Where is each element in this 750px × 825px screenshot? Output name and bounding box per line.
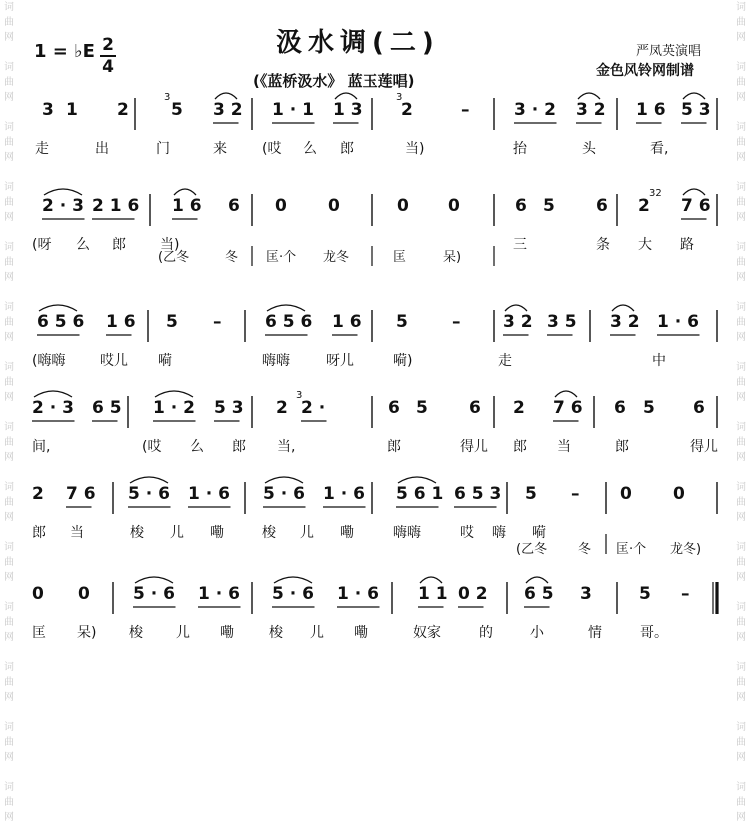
lyric: 当): [160, 237, 180, 253]
note: 5: [416, 398, 428, 418]
note: 1 3: [333, 100, 363, 120]
note: 0: [397, 196, 409, 216]
note: 2: [32, 484, 44, 504]
lyric: (呀: [32, 237, 52, 253]
lyric: (哎: [142, 439, 162, 455]
slur: [267, 305, 305, 311]
note: 6: [469, 398, 481, 418]
slur: [34, 391, 72, 397]
slur: [526, 577, 548, 583]
note: 6: [228, 196, 240, 216]
note: 1 6: [172, 196, 202, 216]
note: 5: [643, 398, 655, 418]
lyric: 儿: [176, 625, 190, 641]
lyric: 儿: [310, 625, 324, 641]
arranger-credit: 金色风铃网制谱: [596, 63, 694, 79]
lyric: 嗨嗨: [393, 525, 421, 541]
note: 3 2: [576, 100, 606, 120]
note: 1 6: [332, 312, 362, 332]
note: 6 5 3: [454, 484, 502, 504]
note: 6: [614, 398, 626, 418]
percussion-syllable: (乙冬: [158, 250, 190, 265]
lyric: 郎: [112, 237, 126, 253]
note: 5 3: [214, 398, 244, 418]
slur: [683, 93, 705, 99]
note: 5 · 6: [263, 484, 305, 504]
lyric: 走: [35, 141, 49, 157]
lyric: 当): [405, 141, 425, 157]
note: 6: [693, 398, 705, 418]
lyric: (哎: [262, 141, 282, 157]
slur: [135, 577, 173, 583]
note: –: [571, 484, 580, 504]
note: 5: [639, 584, 651, 604]
lyric: 头: [582, 141, 596, 157]
lyric: 嗬: [532, 525, 546, 541]
lyric: 条: [596, 237, 610, 253]
lyric: (嗨嗨: [32, 353, 66, 369]
note: 2: [638, 196, 650, 216]
note: 2 ·: [301, 398, 326, 418]
note: 5 3: [681, 100, 711, 120]
note: 3: [580, 584, 592, 604]
lyric: 来: [213, 141, 227, 157]
percussion-syllable: 龙冬): [670, 542, 702, 557]
lyric: 嘞: [354, 625, 368, 641]
lyric: 路: [680, 237, 694, 253]
note: 1 · 6: [198, 584, 240, 604]
lyric: 梭: [129, 625, 143, 641]
slur: [174, 189, 196, 195]
slur: [265, 477, 303, 483]
lyric: 得儿: [460, 439, 488, 455]
note: 2: [117, 100, 129, 120]
note: 3: [42, 100, 54, 120]
note: 7 6: [553, 398, 583, 418]
grace-note: 32: [649, 188, 662, 199]
note: 0: [673, 484, 685, 504]
note: 6 5: [92, 398, 122, 418]
note: –: [213, 312, 222, 332]
note: 3 2: [610, 312, 640, 332]
note: 6 5 6: [37, 312, 85, 332]
lyric: 间,: [32, 439, 51, 455]
lyric: 得儿: [690, 439, 718, 455]
note: 5: [525, 484, 537, 504]
lyric: 看,: [650, 141, 669, 157]
note: 1 6: [106, 312, 136, 332]
lyric: 嗨嗨: [262, 353, 290, 369]
note: 0: [448, 196, 460, 216]
note: 1 · 6: [657, 312, 699, 332]
lyric: 嗬: [158, 353, 172, 369]
song-subtitle: (《蓝桥汲水》 蓝玉莲唱): [253, 72, 415, 90]
lyric: 当: [70, 525, 84, 541]
percussion-syllable: 冬: [225, 250, 239, 265]
slur: [612, 305, 634, 311]
slur: [398, 477, 436, 483]
note: 3 2: [503, 312, 533, 332]
note: 1 1: [418, 584, 448, 604]
note: –: [452, 312, 461, 332]
lyric: 小: [530, 625, 544, 641]
slur: [578, 93, 600, 99]
lyric: 抬: [513, 141, 527, 157]
note: 0: [32, 584, 44, 604]
note: 1 6: [636, 100, 666, 120]
lyric: 哎儿: [100, 353, 128, 369]
lyric: 儿: [170, 525, 184, 541]
note: 2: [401, 100, 413, 120]
slur: [505, 305, 527, 311]
note: 5: [171, 100, 183, 120]
lyric: 门: [156, 141, 170, 157]
slur: [39, 305, 77, 311]
note: 1 · 2: [153, 398, 195, 418]
note: –: [461, 100, 470, 120]
note: 2 · 3: [32, 398, 74, 418]
lyric: 走: [498, 353, 512, 369]
note: 1 · 1: [272, 100, 314, 120]
note: 5: [396, 312, 408, 332]
lyric: 呀儿: [326, 353, 354, 369]
note: 0: [78, 584, 90, 604]
slur: [130, 477, 168, 483]
lyric: 嘞: [210, 525, 224, 541]
lyric: 儿: [300, 525, 314, 541]
lyric: 郎: [232, 439, 246, 455]
lyric: 当: [557, 439, 571, 455]
singer-credit: 严凤英演唱: [636, 44, 702, 59]
note: 7 6: [681, 196, 711, 216]
note: 2: [513, 398, 525, 418]
lyric: 嗬): [393, 353, 413, 369]
lyric: 梭: [130, 525, 144, 541]
note: 0: [328, 196, 340, 216]
lyric: 郎: [387, 439, 401, 455]
percussion-syllable: 匡·个: [266, 250, 297, 265]
slur: [555, 391, 577, 397]
note: 1 · 6: [323, 484, 365, 504]
lyric: 郎: [340, 141, 354, 157]
note: 5: [543, 196, 555, 216]
note: 3 2: [213, 100, 243, 120]
note: 1 · 6: [337, 584, 379, 604]
note: 5: [166, 312, 178, 332]
note: 6: [515, 196, 527, 216]
lyric: 呆): [77, 625, 97, 641]
note: 0 2: [458, 584, 488, 604]
lyric: 嘞: [340, 525, 354, 541]
slur: [44, 189, 82, 195]
lyric: 奴家: [413, 625, 441, 641]
grace-note: 3: [164, 92, 171, 103]
percussion-syllable: 呆): [443, 250, 462, 265]
note: –: [681, 584, 690, 604]
grace-note: 3: [396, 92, 403, 103]
lyric: 当,: [277, 439, 296, 455]
percussion-syllable: 匡: [393, 250, 407, 265]
watermark-right: 词 曲 网 词 曲 网 词 曲 网 词 曲 网 词 曲 网 词 曲 网 词 曲 网 词 曲 网 词 曲 网 词 曲 网 词 曲 网 词 曲 网 词 曲 网 词 曲 网: [736, 2, 746, 823]
note: 6: [388, 398, 400, 418]
key-signature: 1 = ♭E: [34, 41, 95, 62]
percussion-syllable: 匡·个: [616, 542, 647, 557]
lyric: 三: [513, 237, 527, 253]
note: 1: [66, 100, 78, 120]
lyric: 的: [479, 625, 493, 641]
lyric: 匡: [32, 625, 46, 641]
note: 0: [275, 196, 287, 216]
slur: [335, 93, 357, 99]
slur: [420, 577, 442, 583]
watermark-left: 词 曲 网 词 曲 网 词 曲 网 词 曲 网 词 曲 网 词 曲 网 词 曲 网 词 曲 网 词 曲 网 词 曲 网 词 曲 网 词 曲 网 词 曲 网 词 曲 网: [4, 2, 14, 823]
note: 2 1 6: [92, 196, 140, 216]
note: 5 · 6: [272, 584, 314, 604]
note: 0: [620, 484, 632, 504]
slur: [683, 189, 705, 195]
note: 5 · 6: [133, 584, 175, 604]
lyric: 郎: [513, 439, 527, 455]
note: 2: [276, 398, 288, 418]
grace-note: 3: [296, 390, 303, 401]
lyric: 么: [190, 439, 204, 455]
slur: [155, 391, 193, 397]
percussion-syllable: (乙冬: [516, 542, 548, 557]
lyric: 大: [638, 237, 652, 253]
note: 7 6: [66, 484, 96, 504]
time-signature-bottom: 4: [102, 57, 114, 77]
slur: [274, 577, 312, 583]
lyric: 嗨: [492, 525, 506, 541]
song-title: 汲水调(二): [276, 28, 440, 58]
note: 1 · 6: [188, 484, 230, 504]
percussion-syllable: 龙冬: [323, 250, 350, 265]
lyric: 情: [588, 625, 602, 641]
lyric: 嘞: [220, 625, 234, 641]
note: 6: [596, 196, 608, 216]
lyric: 哎: [460, 525, 474, 541]
note: 5 · 6: [128, 484, 170, 504]
note: 2 · 3: [42, 196, 84, 216]
slur: [215, 93, 237, 99]
lyric: 郎: [615, 439, 629, 455]
lyric: 出: [95, 141, 109, 157]
note: 6 5: [524, 584, 554, 604]
lyric: 么: [76, 237, 90, 253]
lyric: 梭: [269, 625, 283, 641]
note: 3 5: [547, 312, 577, 332]
lyric: 郎: [32, 525, 46, 541]
note: 6 5 6: [265, 312, 313, 332]
note: 5 6 1: [396, 484, 444, 504]
time-signature-top: 2: [102, 35, 114, 55]
lyric: 么: [303, 141, 317, 157]
percussion-syllable: 冬: [578, 542, 592, 557]
lyric: 梭: [262, 525, 276, 541]
lyric: 哥。: [640, 625, 668, 641]
lyric: 中: [652, 353, 666, 369]
note: 3 · 2: [514, 100, 556, 120]
